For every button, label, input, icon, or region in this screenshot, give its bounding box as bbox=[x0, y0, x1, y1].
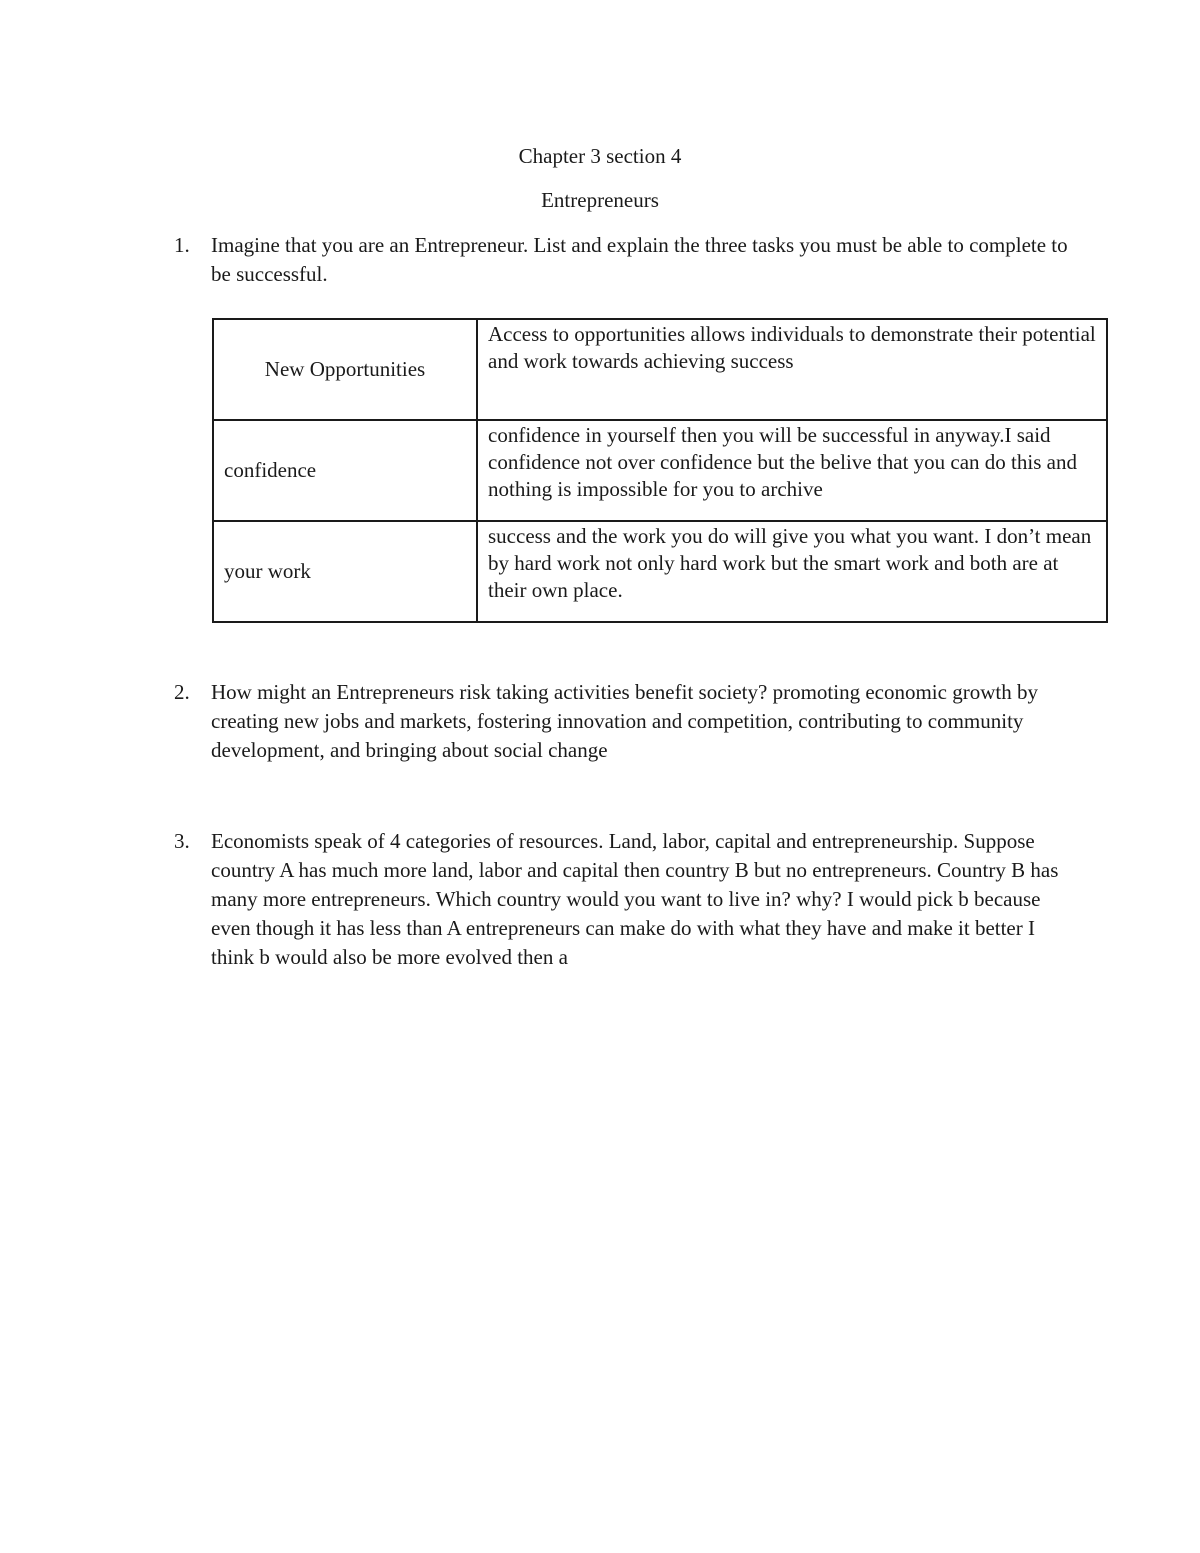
task-label: your work bbox=[213, 521, 477, 622]
question-number: 2. bbox=[174, 680, 190, 704]
tasks-table bbox=[212, 318, 1108, 623]
task-description: Access to opportunities allows individuals to demonstrate their potential and work towards achieving success bbox=[477, 319, 1107, 420]
table-row bbox=[213, 521, 1107, 622]
question-text: How might an Entrepreneurs risk taking activities benefit society? promoting economic growth by creating new jobs and markets, fostering innovation and competition, contributing to community development, and bringing about social change bbox=[211, 680, 1038, 762]
task-label: confidence bbox=[213, 420, 477, 521]
task-description: confidence in yourself then you will be successful in anyway.I said confidence not over confidence but the belive that you can do this and nothing is impossible for you to archive bbox=[477, 420, 1107, 521]
task-label: New Opportunities bbox=[213, 319, 477, 420]
question-text: Imagine that you are an Entrepreneur. List and explain the three tasks you must be able to complete to be successful. bbox=[211, 233, 1068, 286]
task-description: success and the work you do will give you what you want. I don’t mean by hard work not only hard work but the smart work and both are at their own place. bbox=[477, 521, 1107, 622]
question-number: 1. bbox=[174, 233, 190, 257]
table-row bbox=[213, 420, 1107, 521]
topic-heading: Entrepreneurs bbox=[541, 188, 659, 212]
question-text: Economists speak of 4 categories of resources. Land, labor, capital and entrepreneurship. Suppose country A has much more land, labor and capital then country B but no entrepreneurs. Country B has many more entrepreneurs. Which country would you want to live in? why? I would pick b because even though it has less than A entrepreneurs can make do with what they have and make it better I think b would also be more evolved then a bbox=[211, 829, 1059, 969]
question-number: 3. bbox=[174, 829, 190, 853]
table-row bbox=[213, 319, 1107, 420]
chapter-heading: Chapter 3 section 4 bbox=[518, 144, 682, 168]
